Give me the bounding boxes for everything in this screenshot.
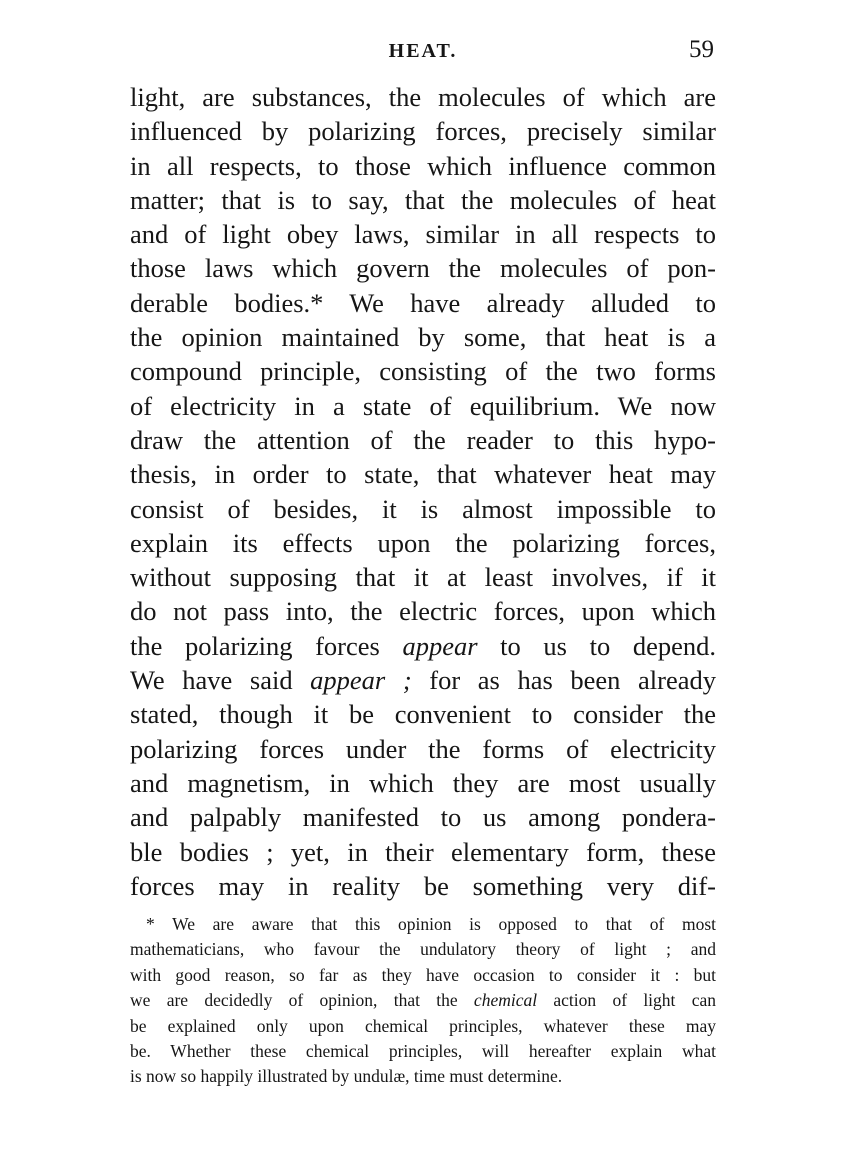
- footnote: [130, 912, 716, 1090]
- body-line: without supposing that it at least involves, if it: [130, 562, 716, 593]
- body-line: influenced by polarizing forces, precisely similar: [130, 116, 716, 147]
- body-line: matter; that is to say, that the molecules of heat: [130, 184, 716, 215]
- body-line: polarizing forces under the forms of electricity: [130, 733, 716, 764]
- body-line: light, are substances, the molecules of which are: [130, 82, 716, 112]
- body-line: draw the attention of the reader to this hypo-: [130, 424, 716, 455]
- body-line: thesis, in order to state, that whatever heat may: [130, 459, 716, 490]
- body-line: the opinion maintained by some, that heat is a: [130, 322, 716, 353]
- body-line: derable bodies.* We have already alluded to: [130, 287, 716, 318]
- text-run: for as has been already: [411, 665, 716, 696]
- text-run: we are decidedly of opinion, that the: [130, 990, 474, 1011]
- body-text: [130, 80, 716, 903]
- text-run: the polarizing forces: [130, 630, 403, 661]
- page-number: 59: [689, 36, 714, 63]
- body-line: and palpably manifested to us among pondera-: [130, 802, 716, 833]
- text-run: We are aware that this opinion is opposed to that of most: [172, 914, 716, 934]
- body-line: forces may in reality be something very dif-: [130, 870, 716, 901]
- body-line: [130, 629, 716, 663]
- body-line: compound principle, consisting of the two forms: [130, 356, 716, 387]
- body-line: and magnetism, in which they are most usually: [130, 767, 716, 798]
- footnote-line: [130, 912, 716, 937]
- body-line: consist of besides, it is almost impossible to: [130, 493, 716, 524]
- body-line: in all respects, to those which influence common: [130, 150, 716, 181]
- body-line: of electricity in a state of equilibrium. We now: [130, 390, 716, 421]
- italic-word: appear: [402, 630, 478, 661]
- footnote-line: is now so happily illustrated by undulæ, time must determine.: [130, 1066, 563, 1087]
- page-header: [130, 36, 716, 76]
- body-line: and of light obey laws, similar in all respects to: [130, 219, 716, 250]
- footnote-line: be. Whether these chemical principles, will hereafter explain what: [130, 1041, 716, 1062]
- running-title: HEAT.: [388, 40, 458, 62]
- body-line: [130, 663, 716, 697]
- body-line: those laws which govern the molecules of pon-: [130, 253, 716, 284]
- text-run: to us to depend.: [477, 630, 717, 661]
- text-run: action of light can: [537, 990, 716, 1011]
- footnote-line: with good reason, so far as they have occasion to consider it : but: [130, 964, 716, 985]
- body-line: explain its effects upon the polarizing forces,: [130, 527, 716, 558]
- footnote-line: mathematicians, who favour the undulatory theory of light ; and: [130, 939, 716, 960]
- italic-word: appear ;: [310, 665, 412, 696]
- text-run: We have said: [130, 665, 311, 696]
- body-line: stated, though it be convenient to consider the: [130, 699, 716, 730]
- body-line: ble bodies ; yet, in their elementary form, these: [130, 836, 716, 867]
- footnote-marker: *: [146, 914, 155, 934]
- italic-word: chemical: [473, 990, 538, 1011]
- footnote-line: [130, 988, 716, 1013]
- footnote-line: be explained only upon chemical principles, whatever these may: [130, 1015, 716, 1036]
- body-line: do not pass into, the electric forces, upon which: [130, 596, 716, 627]
